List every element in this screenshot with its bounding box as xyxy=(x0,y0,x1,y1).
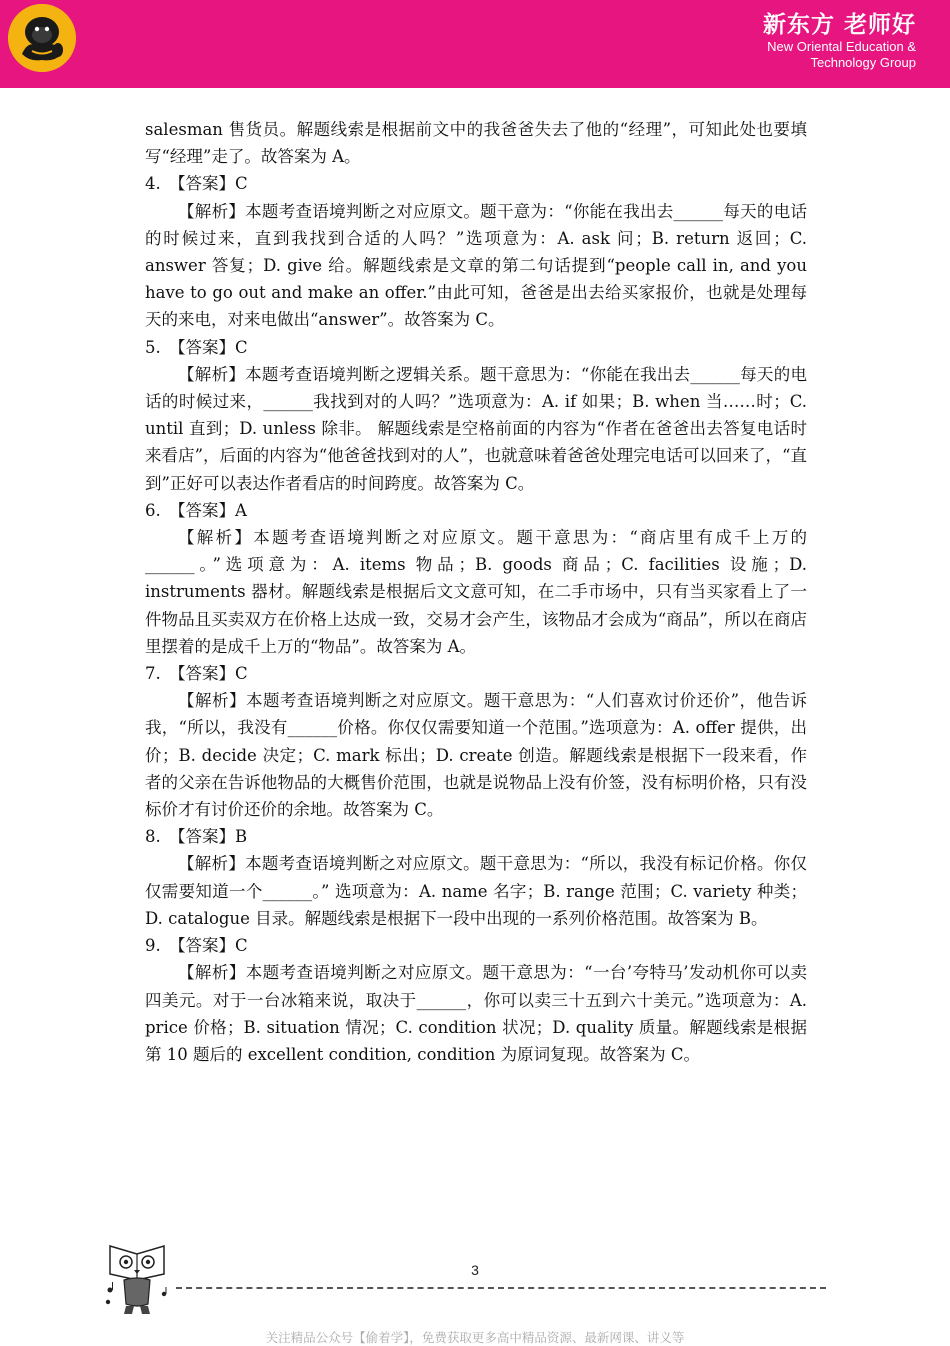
q8-analysis: 【解析】本题考查语境判断之对应原文。题干意思为：“所以，我没有标记价格。你仅仅需要知道一个______。” 选项意为：A. name 名字；B. range 范围；C. variety 种类；D. catalogue 目录。解题线索是根据下一段中出现的一系列价格范围。故答案为 B。 xyxy=(145,854,807,928)
q8-answer: 8. 【答案】B xyxy=(145,827,248,847)
owl-reading-book-icon xyxy=(104,1240,170,1318)
q4-answer: 4. 【答案】C xyxy=(145,174,248,194)
q5-answer: 5. 【答案】C xyxy=(145,337,248,357)
footer-promo-note: 关注精品公众号【偷着学】，免费获取更多高中精品资源、最新网课、讲义等 xyxy=(265,1330,685,1345)
q5-analysis: 【解析】本题考查语境判断之逻辑关系。题干意思为：“你能在我出去______每天的电话的时候过来，______我找到对的人吗？”选项意为：A. if 如果；B. when 当……时；C. until 直到；D. unless 除非。 解题线索是空格前面的内容为“作者在爸爸出去答复电话时来看店”，后面的内容为“他爸爸找到对的人”，也就意味着爸爸处理完电话可以回来了，“直到”正好可以表达作者看店的时间跨度。故答案为 C。 xyxy=(145,364,807,493)
q6-analysis: 【解析】本题考查语境判断之对应原文。题干意思为：“商店里有成千上万的______。”选项意为：A. items 物品；B. goods 商品；C. facilities 设施；D. instruments 器材。解题线索是根据后文文意可知，在二手市场中，只有当买家看上了一件物品且买卖双方在价格上达成一致，交易才会产生，该物品才会成为“商品”，所以在商店里摆着的是成千上万的“物品”。故答案为 A。 xyxy=(145,528,807,656)
q6-answer: 6. 【答案】A xyxy=(145,500,247,520)
q7-analysis: 【解析】本题考查语境判断之对应原文。题干意思为：“人们喜欢讨价还价”，他告诉我，“所以，我没有______价格。你仅仅需要知道一个范围。”选项意为：A. offer 提供，出价；B. decide 决定；C. mark 标出；D. create 创造。解题线索是根据下一段来看，作者的父亲在告诉他物品的大概售价范围，也就是说物品上没有价签，没有标明价格，只有没标价才有讨价还价的余地。故答案为 C。 xyxy=(145,691,807,820)
q4-analysis: 【解析】本题考查语境判断之对应原文。题干意为：“你能在我出去______每天的电话的时候过来，直到我找到合适的人吗？”选项意为：A. ask 问；B. return 返回；C. answer 答复；D. give 给。解题线索是文章的第二句话提到“people call in, and you have to go out and make an offer.”由此可知，爸爸是出去给买家报价，也就是处理每天的来电，对来电做出“answer”。故答案为 C。 xyxy=(145,201,807,330)
gorilla-logo-icon xyxy=(8,4,76,72)
q7-answer: 7. 【答案】C xyxy=(145,664,248,684)
q9-answer: 9. 【答案】C xyxy=(145,936,248,956)
paragraph-continuation: salesman 售货员。解题线索是根据前文中的我爸爸失去了他的“经理”，可知此处也要填写“经理”走了。故答案为 A。 xyxy=(145,120,807,167)
page-header xyxy=(0,0,950,88)
brand-subtitle-line-1: New Oriental Education & xyxy=(767,39,916,54)
page-number: 3 xyxy=(471,1262,479,1278)
brand-subtitle xyxy=(696,39,916,71)
brand-subtitle-line-2: Technology Group xyxy=(810,55,916,70)
footer-divider xyxy=(176,1287,826,1289)
brand-title: 新东方 老师好 xyxy=(762,12,916,38)
q9-analysis: 【解析】本题考查语境判断之对应原文。题干意思为：“一台’夸特马’发动机你可以卖四美元。对于一台冰箱来说，取决于______，你可以卖三十五到六十美元。”选项意为：A. price 价格；B. situation 情况；C. condition 状况；D. quality 质量。解题线索是根据第 10 题后的 excellent condition, condition 为原词复现。故答案为 C。 xyxy=(145,963,807,1064)
document-body xyxy=(145,116,807,1068)
